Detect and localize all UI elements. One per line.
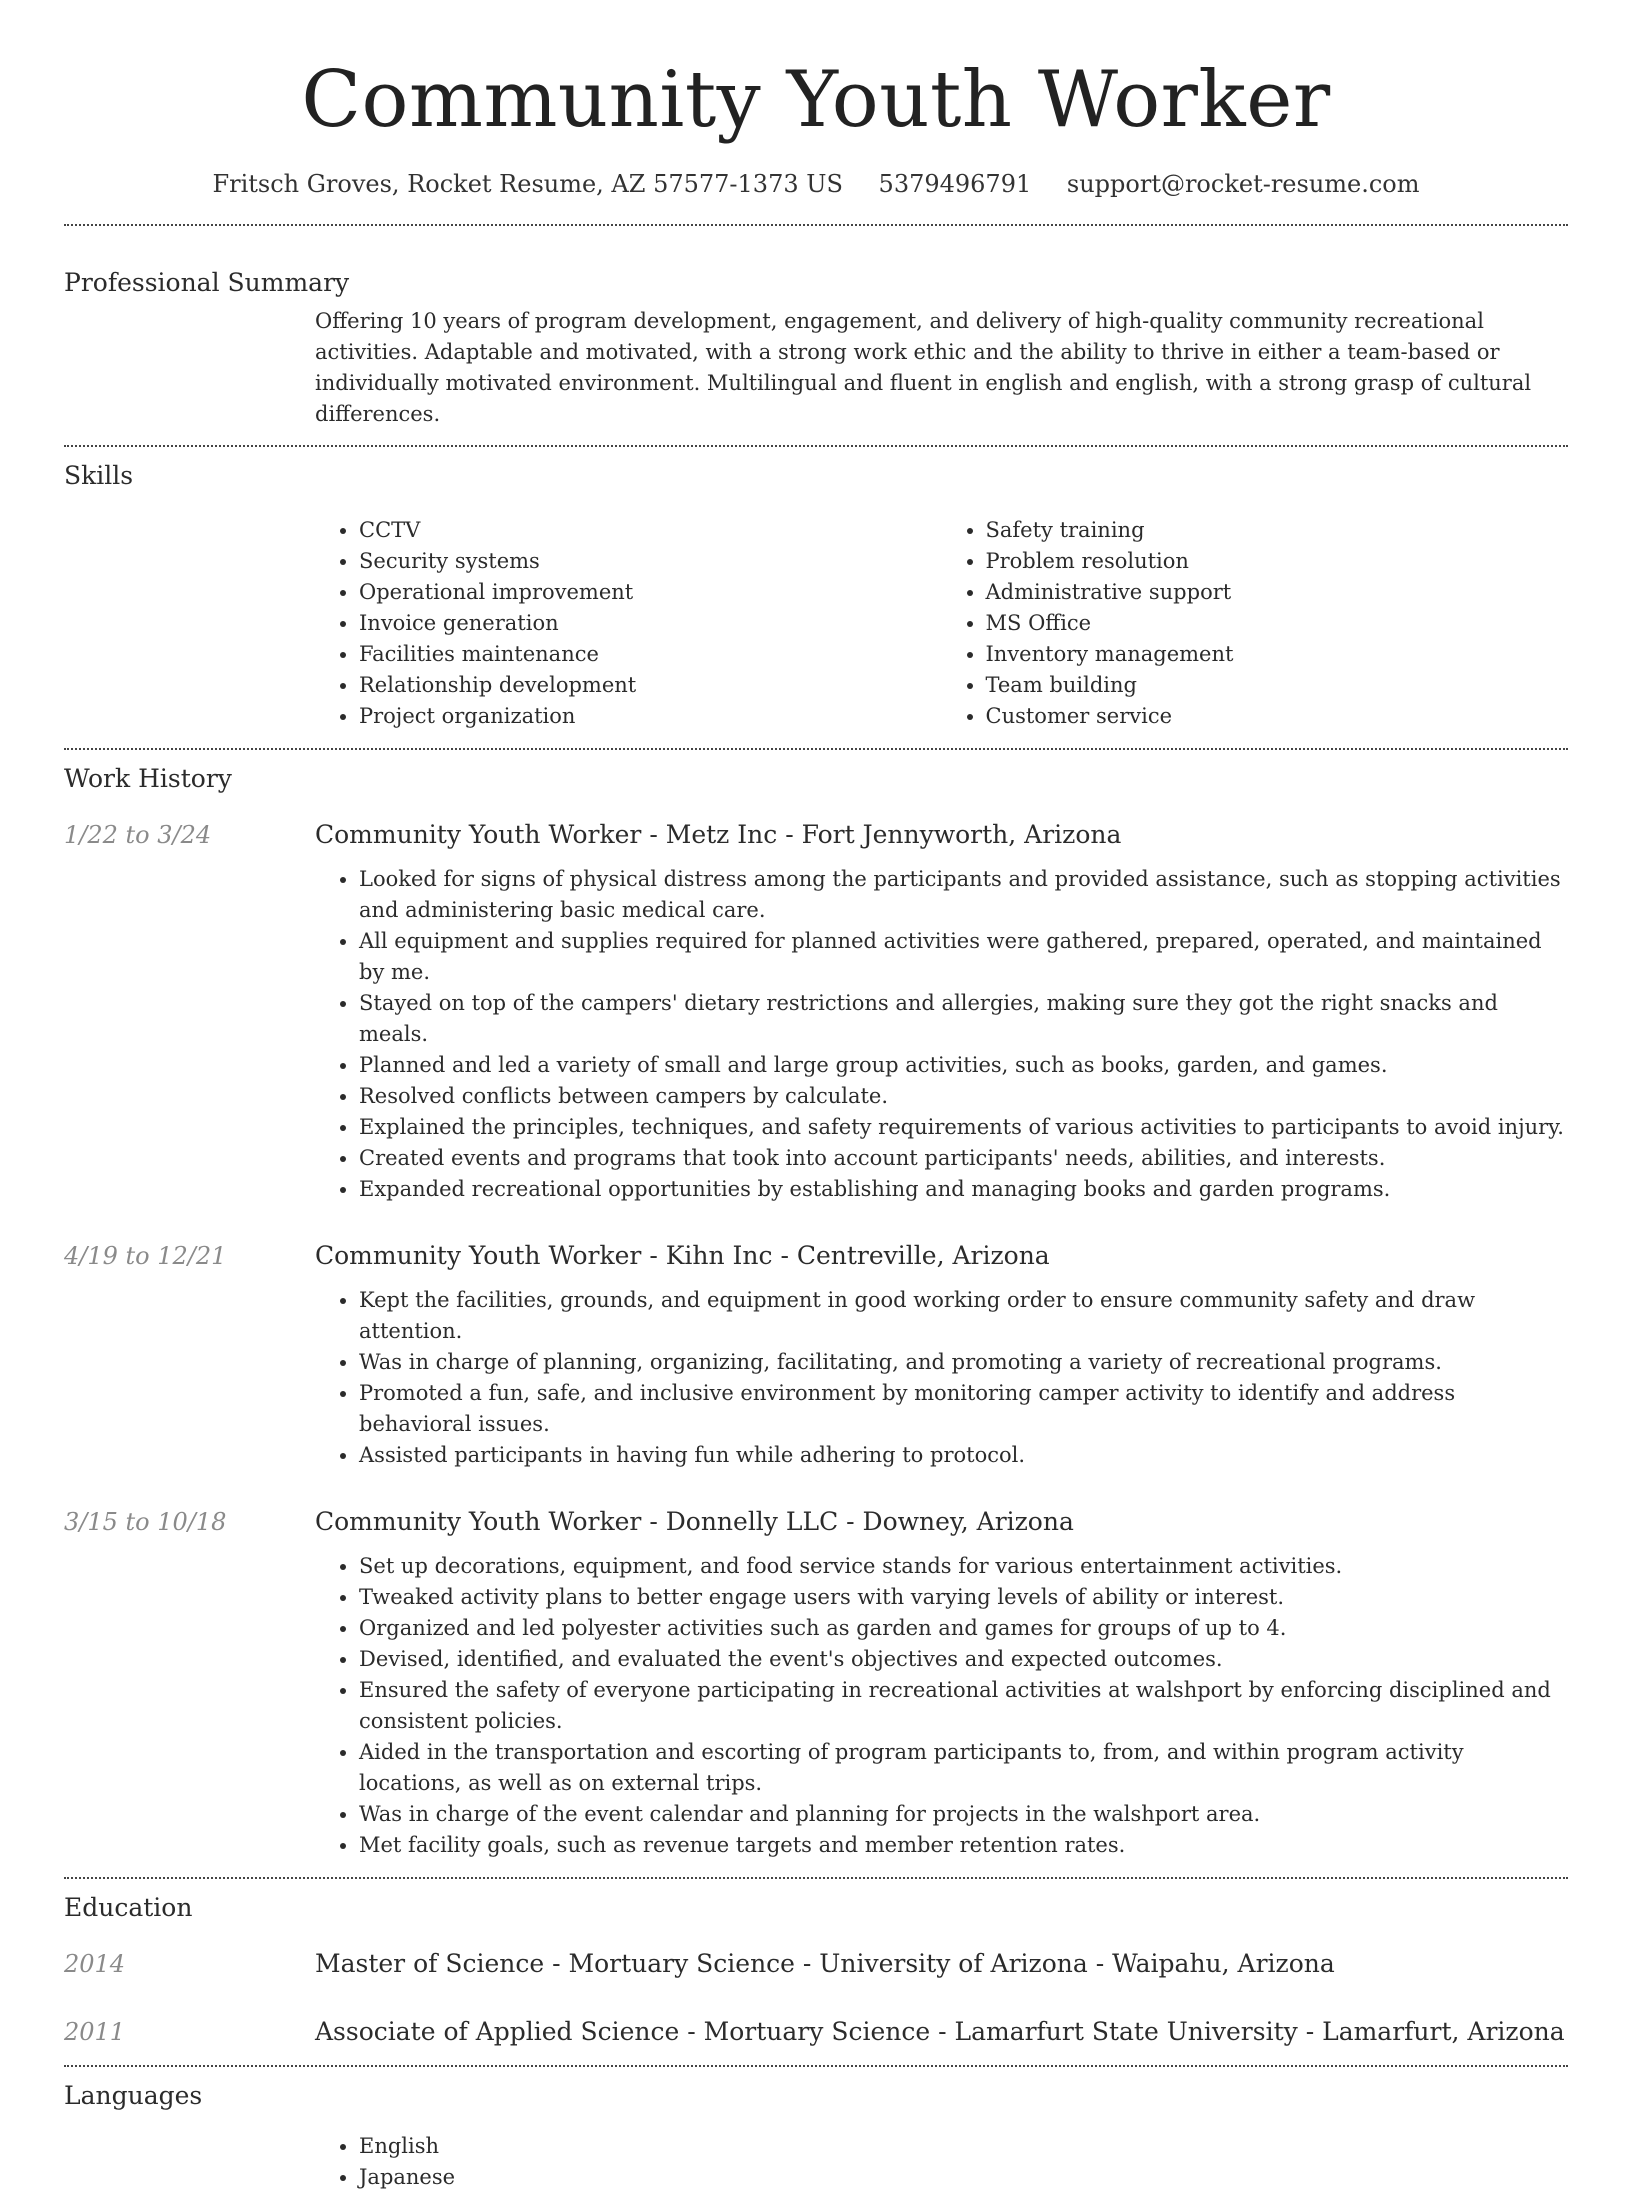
job-bullet: • Expanded recreational opportunities by establishing and managing books and garden programs. (359, 1174, 1568, 1205)
job-details (315, 818, 1568, 1205)
skill-item: • Inventory management (986, 639, 1569, 670)
education-year: 2011 (64, 2018, 126, 2046)
skill-item: • Project organization (359, 701, 942, 732)
skill-item: • Operational improvement (359, 577, 942, 608)
job-bullet: • Organized and led polyester activities such as garden and games for groups of up to 4. (359, 1613, 1568, 1644)
contact-address: Fritsch Groves, Rocket Resume, AZ 57577-1373 US (212, 170, 843, 198)
skills-list-left (315, 515, 942, 732)
job-bullet: • Promoted a fun, safe, and inclusive environment by monitoring camper activity to identify and address behavioral issues. (359, 1378, 1568, 1440)
skill-item: • Relationship development (359, 670, 942, 701)
job-heading: Community Youth Worker - Metz Inc - Fort Jennyworth, Arizona (315, 820, 1122, 849)
education-title: Education (64, 1893, 193, 1922)
job-bullet: • Planned and led a variety of small and large group activities, such as books, garden, and games. (359, 1050, 1568, 1081)
job-heading: Community Youth Worker - Donnelly LLC - Downey, Arizona (315, 1507, 1074, 1536)
education-entry (64, 2015, 1568, 2049)
job-bullet: • Resolved conflicts between campers by calculate. (359, 1081, 1568, 1112)
education-degree: Associate of Applied Science - Mortuary Science - Lamarfurt State University - Lamarfurt, Arizona (315, 2017, 1565, 2046)
job-entry (64, 1505, 1568, 1861)
skill-item: • Safety training (986, 515, 1569, 546)
job-bullet: • Met facility goals, such as revenue targets and member retention rates. (359, 1830, 1568, 1861)
summary-title: Professional Summary (64, 268, 350, 297)
skill-item: • MS Office (986, 608, 1569, 639)
job-bullet: • Stayed on top of the campers' dietary restrictions and allergies, making sure they got the right snacks and meals. (359, 988, 1568, 1050)
job-bullet: • Was in charge of the event calendar and planning for projects in the walshport area. (359, 1799, 1568, 1830)
contact-line (64, 168, 1568, 200)
job-dates: 1/22 to 3/24 (64, 821, 212, 849)
job-bullet: • Looked for signs of physical distress among the participants and provided assistance, such as stopping activities and administering basic medical care. (359, 864, 1568, 926)
languages-section (64, 2079, 1568, 2193)
languages-title: Languages (64, 2081, 203, 2110)
section-divider (64, 2065, 1568, 2067)
section-divider (64, 224, 1568, 226)
skill-item: • Facilities maintenance (359, 639, 942, 670)
job-bullets (315, 1551, 1568, 1861)
skill-item: • CCTV (359, 515, 942, 546)
job-details (315, 1239, 1568, 1471)
section-divider (64, 445, 1568, 447)
skills-section (64, 459, 1568, 732)
language-item: • English (359, 2131, 1568, 2162)
job-entry (64, 818, 1568, 1205)
job-bullets (315, 1285, 1568, 1471)
skill-item: • Customer service (986, 701, 1569, 732)
section-divider (64, 748, 1568, 750)
skill-item: • Security systems (359, 546, 942, 577)
job-bullet: • Was in charge of planning, organizing, facilitating, and promoting a variety of recreational programs. (359, 1347, 1568, 1378)
job-bullets (315, 864, 1568, 1205)
skills-title: Skills (64, 461, 134, 490)
contact-email: support@rocket-resume.com (1066, 170, 1420, 198)
skill-item: • Invoice generation (359, 608, 942, 639)
section-divider (64, 1877, 1568, 1879)
languages-block (315, 2131, 1568, 2193)
job-bullet: • Set up decorations, equipment, and food service stands for various entertainment activities. (359, 1551, 1568, 1582)
job-bullet: • Devised, identified, and evaluated the event's objectives and expected outcomes. (359, 1644, 1568, 1675)
job-bullet: • All equipment and supplies required for planned activities were gathered, prepared, operated, and maintained by me. (359, 926, 1568, 988)
job-bullet: • Ensured the safety of everyone participating in recreational activities at walshport by enforcing disciplined and consistent policies. (359, 1675, 1568, 1737)
education-entry (64, 1947, 1568, 1981)
job-bullet: • Tweaked activity plans to better engage users with varying levels of ability or interest. (359, 1582, 1568, 1613)
skill-item: • Administrative support (986, 577, 1569, 608)
job-dates: 4/19 to 12/21 (64, 1242, 227, 1270)
job-heading: Community Youth Worker - Kihn Inc - Centreville, Arizona (315, 1241, 1050, 1270)
work-section (64, 762, 1568, 1861)
summary-text: Offering 10 years of program development, engagement, and delivery of high-quality community recreational activities. Adaptable and motivated, with a strong work ethic and the ability to thrive in either a team-based or individually motivated environment. Multilingual and fluent in english and english, with a strong grasp of cultural differences. (315, 309, 1532, 426)
languages-list (315, 2131, 1568, 2193)
contact-phone: 5379496791 (878, 170, 1032, 198)
education-year: 2014 (64, 1950, 126, 1978)
job-bullet: • Created events and programs that took into account participants' needs, abilities, and interests. (359, 1143, 1568, 1174)
job-bullet: • Kept the facilities, grounds, and equipment in good working order to ensure community safety and draw attention. (359, 1285, 1568, 1347)
summary-section (64, 266, 1568, 430)
skill-item: • Problem resolution (986, 546, 1569, 577)
job-details (315, 1505, 1568, 1861)
job-bullet: • Explained the principles, techniques, and safety requirements of various activities to participants to avoid injury. (359, 1112, 1568, 1143)
resume-name: Community Youth Worker (301, 55, 1331, 145)
job-bullet: • Aided in the transportation and escorting of program participants to, from, and within program activity locations, as well as on external trips. (359, 1737, 1568, 1799)
job-dates: 3/15 to 10/18 (64, 1508, 227, 1536)
skills-grid (315, 515, 1568, 732)
skill-item: • Team building (986, 670, 1569, 701)
resume-page (64, 0, 1568, 2193)
skills-list-right (942, 515, 1569, 732)
job-entry (64, 1239, 1568, 1471)
education-degree: Master of Science - Mortuary Science - University of Arizona - Waipahu, Arizona (315, 1949, 1335, 1978)
education-section (64, 1891, 1568, 2049)
language-item: • Japanese (359, 2162, 1568, 2193)
job-bullet: • Assisted participants in having fun while adhering to protocol. (359, 1440, 1568, 1471)
work-title: Work History (64, 764, 232, 793)
